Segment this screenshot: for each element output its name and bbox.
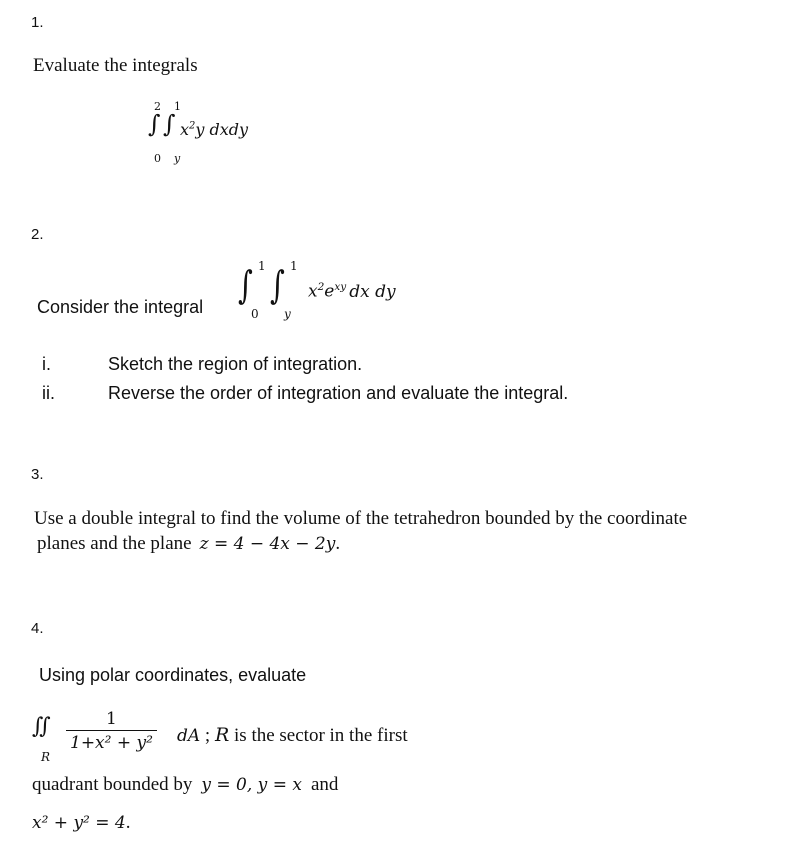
bounding-lines: y = 0, y = x bbox=[201, 775, 302, 795]
inner-upper-limit: 1 bbox=[290, 259, 298, 273]
integral-sign-outer: ∫ bbox=[238, 263, 253, 307]
problem-2-prompt: Consider the integral bbox=[37, 297, 204, 317]
integrand-power: 2 bbox=[189, 120, 196, 132]
problem-2-integral bbox=[232, 255, 432, 330]
integral-sign-outer: ∫ bbox=[148, 110, 161, 138]
line-2-end: . bbox=[335, 533, 341, 554]
fraction-denominator: 1+x² + y² bbox=[70, 733, 153, 753]
inner-lower-limit: y bbox=[284, 307, 291, 321]
plane-equation: z = 4 − 4x − 2y bbox=[199, 534, 336, 554]
integrand-base: x bbox=[308, 281, 318, 302]
integral-region: R bbox=[41, 750, 51, 764]
integrand-rest: y dxdy bbox=[195, 120, 249, 139]
integrand-power: 2 bbox=[317, 281, 325, 293]
exp-power: xy bbox=[334, 281, 347, 293]
problem-4-line-2 bbox=[32, 774, 338, 796]
problem-4-prompt: Using polar coordinates, evaluate bbox=[39, 665, 307, 685]
integrand bbox=[180, 120, 248, 139]
problem-4-integral bbox=[32, 706, 492, 770]
part-i-text: Sketch the region of integration. bbox=[108, 354, 363, 374]
outer-lower-limit: 0 bbox=[251, 307, 259, 321]
problem-3-line-2 bbox=[37, 533, 340, 555]
differential: dA bbox=[177, 726, 201, 746]
upper-limit-inner: 1 bbox=[174, 100, 181, 113]
exp-base: e bbox=[324, 281, 335, 302]
problem-1-prompt: Evaluate the integrals bbox=[33, 55, 198, 76]
integrand-base: x bbox=[180, 120, 190, 139]
differentials: dx dy bbox=[349, 281, 396, 302]
part-i-label: i. bbox=[42, 354, 51, 374]
problem-1-number: 1. bbox=[31, 14, 44, 31]
double-integral-sign: ∬ bbox=[32, 714, 51, 739]
fraction-numerator: 1 bbox=[66, 709, 157, 731]
separator: ; bbox=[204, 725, 211, 746]
integrand bbox=[308, 281, 396, 302]
region-label: R bbox=[214, 724, 230, 746]
part-ii-label: ii. bbox=[42, 383, 55, 403]
lower-limit-inner: y bbox=[174, 152, 181, 165]
problem-3-number: 3. bbox=[31, 466, 44, 483]
line-2-text: quadrant bounded by bbox=[32, 774, 193, 795]
integral-sign-inner: ∫ bbox=[270, 263, 285, 307]
integral-sign-inner: ∫ bbox=[163, 110, 176, 138]
line-3-end: . bbox=[125, 812, 131, 833]
problem-2-number: 2. bbox=[31, 226, 44, 243]
lower-limit-outer: 0 bbox=[154, 152, 161, 165]
outer-upper-limit: 1 bbox=[258, 259, 266, 273]
problem-3-line-1: Use a double integral to find the volume of the tetrahedron bounded by the coordinate bbox=[34, 508, 688, 529]
line-2-end: and bbox=[310, 774, 339, 795]
problem-1-integral bbox=[146, 100, 286, 170]
circle-equation: x² + y² = 4 bbox=[32, 813, 126, 833]
problem-4-line-3 bbox=[32, 812, 131, 834]
problem-4-number: 4. bbox=[31, 620, 44, 637]
line-2-text: planes and the plane bbox=[37, 533, 192, 554]
upper-limit-outer: 2 bbox=[154, 100, 161, 113]
integrand-fraction bbox=[66, 709, 157, 754]
part-ii-text: Reverse the order of integration and evaluate the integral. bbox=[108, 383, 569, 403]
description-line-1: is the sector in the first bbox=[234, 725, 408, 746]
integral-description bbox=[177, 724, 408, 747]
